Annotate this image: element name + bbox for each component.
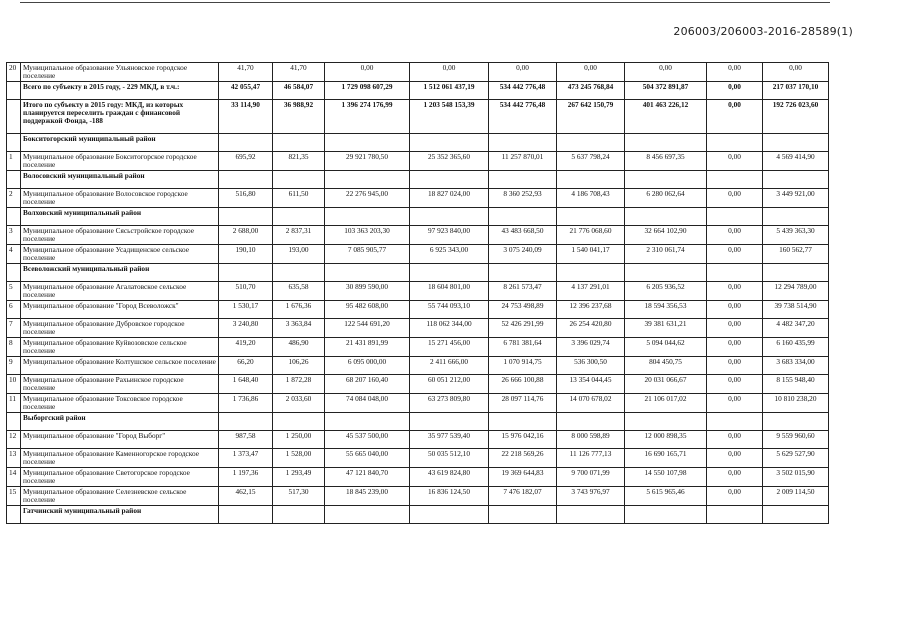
value-cell: 20 031 066,67 xyxy=(625,375,707,394)
value-cell: 4 137 291,01 xyxy=(557,282,625,301)
empty-cell xyxy=(325,506,410,524)
value-cell: 15 976 042,16 xyxy=(489,431,557,449)
empty-cell xyxy=(325,413,410,431)
value-cell: 0,00 xyxy=(325,63,410,82)
section-index-cell xyxy=(7,134,21,152)
empty-cell xyxy=(707,506,763,524)
value-cell: 21 776 068,60 xyxy=(557,226,625,245)
value-cell: 106,26 xyxy=(273,357,325,375)
value-cell: 3 743 976,97 xyxy=(557,487,625,506)
table-row xyxy=(7,301,829,319)
table-body xyxy=(7,63,829,524)
value-cell: 12 294 789,00 xyxy=(763,282,829,301)
empty-cell xyxy=(557,264,625,282)
value-cell: 821,35 xyxy=(273,152,325,171)
section-index-cell xyxy=(7,413,21,431)
row-number: 14 xyxy=(7,468,21,487)
value-cell: 1 528,00 xyxy=(273,449,325,468)
value-cell: 0,00 xyxy=(707,63,763,82)
value-cell: 987,58 xyxy=(219,431,273,449)
row-number: 20 xyxy=(7,63,21,82)
table-row xyxy=(7,319,829,338)
value-cell: 14 070 678,02 xyxy=(557,394,625,413)
empty-cell xyxy=(557,171,625,189)
value-cell: 6 781 381,64 xyxy=(489,338,557,357)
value-cell: 41,70 xyxy=(273,63,325,82)
value-cell: 18 604 801,00 xyxy=(410,282,489,301)
district-section-row xyxy=(7,413,829,431)
value-cell: 74 084 048,00 xyxy=(325,394,410,413)
empty-cell xyxy=(489,413,557,431)
value-cell: 534 442 776,48 xyxy=(489,100,557,134)
municipality-name: Муниципальное образование Агалатовское сельское поселение xyxy=(21,282,219,301)
value-cell: 6 160 435,99 xyxy=(763,338,829,357)
table-row xyxy=(7,357,829,375)
table-row xyxy=(7,431,829,449)
value-cell: 1 729 098 607,29 xyxy=(325,82,410,100)
value-cell: 15 271 456,00 xyxy=(410,338,489,357)
municipality-name: Всего по субъекту в 2015 году, - 229 МКД, в т.ч.: xyxy=(21,82,219,100)
value-cell: 473 245 768,84 xyxy=(557,82,625,100)
value-cell: 0,00 xyxy=(707,338,763,357)
row-number: 9 xyxy=(7,357,21,375)
section-index-cell xyxy=(7,208,21,226)
value-cell: 0,00 xyxy=(707,394,763,413)
municipality-name: Муниципальное образование Каменногорское городское поселение xyxy=(21,449,219,468)
total-row xyxy=(7,82,829,100)
table-row xyxy=(7,338,829,357)
value-cell: 635,58 xyxy=(273,282,325,301)
value-cell: 504 372 891,87 xyxy=(625,82,707,100)
empty-cell xyxy=(557,134,625,152)
top-border-line xyxy=(20,2,830,3)
value-cell: 193,00 xyxy=(273,245,325,264)
table-row xyxy=(7,63,829,82)
value-cell: 11 126 777,13 xyxy=(557,449,625,468)
empty-cell xyxy=(707,208,763,226)
value-cell: 21 106 017,02 xyxy=(625,394,707,413)
section-index-cell xyxy=(7,506,21,524)
value-cell: 1 203 548 153,39 xyxy=(410,100,489,134)
total-row xyxy=(7,100,829,134)
value-cell: 50 035 512,10 xyxy=(410,449,489,468)
value-cell: 2 411 666,00 xyxy=(410,357,489,375)
value-cell: 13 354 044,45 xyxy=(557,375,625,394)
empty-cell xyxy=(625,413,707,431)
empty-cell xyxy=(219,171,273,189)
municipality-name: Итого по субъекту в 2015 году: МКД, из которых планируется переселить граждан с финансовой поддержкой Фонда, -188 xyxy=(21,100,219,134)
value-cell: 3 363,84 xyxy=(273,319,325,338)
municipality-name: Муниципальное образование Бокситогорское городское поселение xyxy=(21,152,219,171)
empty-cell xyxy=(557,413,625,431)
empty-cell xyxy=(273,506,325,524)
value-cell: 36 988,92 xyxy=(273,100,325,134)
empty-cell xyxy=(557,208,625,226)
value-cell: 8 261 573,47 xyxy=(489,282,557,301)
row-number: 1 xyxy=(7,152,21,171)
value-cell: 103 363 203,30 xyxy=(325,226,410,245)
value-cell: 12 396 237,68 xyxy=(557,301,625,319)
empty-cell xyxy=(325,134,410,152)
value-cell: 68 207 160,40 xyxy=(325,375,410,394)
value-cell: 47 121 840,70 xyxy=(325,468,410,487)
value-cell: 60 051 212,00 xyxy=(410,375,489,394)
value-cell: 42 055,47 xyxy=(219,82,273,100)
empty-cell xyxy=(219,506,273,524)
value-cell: 1 373,47 xyxy=(219,449,273,468)
value-cell: 0,00 xyxy=(707,282,763,301)
value-cell: 4 569 414,90 xyxy=(763,152,829,171)
value-cell: 21 431 891,99 xyxy=(325,338,410,357)
value-cell: 0,00 xyxy=(707,319,763,338)
municipality-name: Муниципальное образование Селезневское сельское поселение xyxy=(21,487,219,506)
row-number: 2 xyxy=(7,189,21,208)
value-cell: 0,00 xyxy=(707,100,763,134)
empty-cell xyxy=(625,208,707,226)
value-cell: 25 352 365,60 xyxy=(410,152,489,171)
value-cell: 190,10 xyxy=(219,245,273,264)
value-cell: 8 155 948,40 xyxy=(763,375,829,394)
empty-cell xyxy=(219,208,273,226)
value-cell: 192 726 023,60 xyxy=(763,100,829,134)
empty-cell xyxy=(625,171,707,189)
value-cell: 3 396 029,74 xyxy=(557,338,625,357)
empty-cell xyxy=(707,264,763,282)
municipality-name: Муниципальное образование "Город Всеволожск" xyxy=(21,301,219,319)
empty-cell xyxy=(489,134,557,152)
value-cell: 18 845 239,00 xyxy=(325,487,410,506)
table-row xyxy=(7,282,829,301)
empty-cell xyxy=(325,208,410,226)
value-cell: 63 273 809,80 xyxy=(410,394,489,413)
section-index-cell xyxy=(7,264,21,282)
district-section-row xyxy=(7,506,829,524)
empty-cell xyxy=(557,506,625,524)
empty-cell xyxy=(410,171,489,189)
district-name: Волосовский муниципальный район xyxy=(21,171,219,189)
value-cell: 0,00 xyxy=(763,63,829,82)
value-cell: 32 664 102,90 xyxy=(625,226,707,245)
value-cell: 1 540 041,17 xyxy=(557,245,625,264)
value-cell: 516,80 xyxy=(219,189,273,208)
value-cell: 0,00 xyxy=(707,487,763,506)
value-cell: 122 544 691,20 xyxy=(325,319,410,338)
value-cell: 5 439 363,30 xyxy=(763,226,829,245)
value-cell: 24 753 498,89 xyxy=(489,301,557,319)
empty-cell xyxy=(707,171,763,189)
empty-cell xyxy=(325,264,410,282)
empty-cell xyxy=(410,208,489,226)
row-number xyxy=(7,100,21,134)
empty-cell xyxy=(489,264,557,282)
district-section-row xyxy=(7,171,829,189)
value-cell: 5 615 965,46 xyxy=(625,487,707,506)
value-cell: 12 000 898,35 xyxy=(625,431,707,449)
value-cell: 0,00 xyxy=(707,226,763,245)
municipality-name: Муниципальное образование Ульяновское городское поселение xyxy=(21,63,219,82)
municipality-name: Муниципальное образование Колтушское сельское поселение xyxy=(21,357,219,375)
district-section-row xyxy=(7,134,829,152)
value-cell: 0,00 xyxy=(707,357,763,375)
value-cell: 1 676,36 xyxy=(273,301,325,319)
empty-cell xyxy=(625,264,707,282)
value-cell: 3 240,80 xyxy=(219,319,273,338)
municipality-name: Муниципальное образование Рахьинское городское поселение xyxy=(21,375,219,394)
value-cell: 26 254 420,80 xyxy=(557,319,625,338)
value-cell: 39 738 514,90 xyxy=(763,301,829,319)
value-cell: 3 502 015,90 xyxy=(763,468,829,487)
row-number: 5 xyxy=(7,282,21,301)
value-cell: 462,15 xyxy=(219,487,273,506)
document-id: 206003/206003-2016-28589(1) xyxy=(673,25,853,38)
value-cell: 43 619 824,80 xyxy=(410,468,489,487)
empty-cell xyxy=(763,506,829,524)
empty-cell xyxy=(763,171,829,189)
row-number: 4 xyxy=(7,245,21,264)
empty-cell xyxy=(273,171,325,189)
empty-cell xyxy=(410,506,489,524)
district-name: Выборгский район xyxy=(21,413,219,431)
row-number: 13 xyxy=(7,449,21,468)
value-cell: 3 449 921,00 xyxy=(763,189,829,208)
value-cell: 611,50 xyxy=(273,189,325,208)
value-cell: 95 482 608,00 xyxy=(325,301,410,319)
value-cell: 18 827 024,00 xyxy=(410,189,489,208)
value-cell: 6 280 062,64 xyxy=(625,189,707,208)
value-cell: 39 381 631,21 xyxy=(625,319,707,338)
value-cell: 6 205 936,52 xyxy=(625,282,707,301)
value-cell: 695,92 xyxy=(219,152,273,171)
municipality-name: Муниципальное образование Сясьстройское городское поселение xyxy=(21,226,219,245)
district-name: Бокситогорский муниципальный район xyxy=(21,134,219,152)
row-number: 11 xyxy=(7,394,21,413)
value-cell: 4 482 347,20 xyxy=(763,319,829,338)
empty-cell xyxy=(219,134,273,152)
value-cell: 43 483 668,50 xyxy=(489,226,557,245)
value-cell: 46 584,07 xyxy=(273,82,325,100)
row-number: 3 xyxy=(7,226,21,245)
value-cell: 804 450,75 xyxy=(625,357,707,375)
value-cell: 8 456 697,35 xyxy=(625,152,707,171)
value-cell: 510,70 xyxy=(219,282,273,301)
value-cell: 0,00 xyxy=(489,63,557,82)
empty-cell xyxy=(325,171,410,189)
value-cell: 2 009 114,50 xyxy=(763,487,829,506)
value-cell: 1 070 914,75 xyxy=(489,357,557,375)
value-cell: 16 836 124,50 xyxy=(410,487,489,506)
municipality-name: Муниципальное образование Волосовское городское поселение xyxy=(21,189,219,208)
table-row xyxy=(7,245,829,264)
district-name: Гатчинский муниципальный район xyxy=(21,506,219,524)
value-cell: 217 037 170,10 xyxy=(763,82,829,100)
value-cell: 536 300,50 xyxy=(557,357,625,375)
value-cell: 2 310 061,74 xyxy=(625,245,707,264)
value-cell: 6 095 000,00 xyxy=(325,357,410,375)
value-cell: 29 921 780,50 xyxy=(325,152,410,171)
value-cell: 10 810 238,20 xyxy=(763,394,829,413)
value-cell: 9 700 071,99 xyxy=(557,468,625,487)
empty-cell xyxy=(625,134,707,152)
value-cell: 267 642 150,79 xyxy=(557,100,625,134)
municipality-name: Муниципальное образование Дубровское городское поселение xyxy=(21,319,219,338)
municipality-name: Муниципальное образование Токсовское городское поселение xyxy=(21,394,219,413)
value-cell: 8 000 598,89 xyxy=(557,431,625,449)
value-cell: 1 197,36 xyxy=(219,468,273,487)
district-section-row xyxy=(7,208,829,226)
municipality-name: Муниципальное образование Светогорское городское поселение xyxy=(21,468,219,487)
row-number: 12 xyxy=(7,431,21,449)
value-cell: 0,00 xyxy=(625,63,707,82)
empty-cell xyxy=(410,134,489,152)
value-cell: 26 666 100,88 xyxy=(489,375,557,394)
row-number: 6 xyxy=(7,301,21,319)
value-cell: 30 899 590,00 xyxy=(325,282,410,301)
empty-cell xyxy=(410,264,489,282)
value-cell: 0,00 xyxy=(707,152,763,171)
empty-cell xyxy=(763,134,829,152)
value-cell: 1 736,86 xyxy=(219,394,273,413)
empty-cell xyxy=(273,413,325,431)
empty-cell xyxy=(273,134,325,152)
table-row xyxy=(7,394,829,413)
empty-cell xyxy=(219,413,273,431)
value-cell: 11 257 870,01 xyxy=(489,152,557,171)
value-cell: 3 075 240,09 xyxy=(489,245,557,264)
municipality-name: Муниципальное образование Куйвозовское сельское поселение xyxy=(21,338,219,357)
value-cell: 534 442 776,48 xyxy=(489,82,557,100)
value-cell: 9 559 960,60 xyxy=(763,431,829,449)
value-cell: 1 250,00 xyxy=(273,431,325,449)
table-row xyxy=(7,487,829,506)
table-row xyxy=(7,375,829,394)
value-cell: 0,00 xyxy=(707,468,763,487)
municipality-name: Муниципальное образование Усадищенское сельское поселение xyxy=(21,245,219,264)
value-cell: 16 690 165,71 xyxy=(625,449,707,468)
value-cell: 0,00 xyxy=(707,82,763,100)
value-cell: 35 977 539,40 xyxy=(410,431,489,449)
empty-cell xyxy=(273,264,325,282)
value-cell: 55 665 040,00 xyxy=(325,449,410,468)
value-cell: 18 594 356,53 xyxy=(625,301,707,319)
row-number: 10 xyxy=(7,375,21,394)
district-section-row xyxy=(7,264,829,282)
value-cell: 7 476 182,07 xyxy=(489,487,557,506)
empty-cell xyxy=(489,506,557,524)
section-index-cell xyxy=(7,171,21,189)
empty-cell xyxy=(410,413,489,431)
value-cell: 0,00 xyxy=(410,63,489,82)
value-cell: 7 085 905,77 xyxy=(325,245,410,264)
empty-cell xyxy=(763,413,829,431)
value-cell: 41,70 xyxy=(219,63,273,82)
value-cell: 6 925 343,00 xyxy=(410,245,489,264)
row-number xyxy=(7,82,21,100)
value-cell: 160 562,77 xyxy=(763,245,829,264)
value-cell: 8 360 252,93 xyxy=(489,189,557,208)
row-number: 8 xyxy=(7,338,21,357)
value-cell: 5 637 798,24 xyxy=(557,152,625,171)
table-row xyxy=(7,226,829,245)
value-cell: 19 369 644,83 xyxy=(489,468,557,487)
value-cell: 14 550 107,98 xyxy=(625,468,707,487)
value-cell: 2 688,00 xyxy=(219,226,273,245)
empty-cell xyxy=(625,506,707,524)
value-cell: 4 186 708,43 xyxy=(557,189,625,208)
table-row xyxy=(7,152,829,171)
empty-cell xyxy=(489,171,557,189)
value-cell: 45 537 500,00 xyxy=(325,431,410,449)
empty-cell xyxy=(763,208,829,226)
value-cell: 1 293,49 xyxy=(273,468,325,487)
value-cell: 3 683 334,00 xyxy=(763,357,829,375)
value-cell: 55 744 093,10 xyxy=(410,301,489,319)
value-cell: 0,00 xyxy=(707,189,763,208)
value-cell: 2 837,31 xyxy=(273,226,325,245)
value-cell: 419,20 xyxy=(219,338,273,357)
table-row xyxy=(7,468,829,487)
value-cell: 486,90 xyxy=(273,338,325,357)
value-cell: 0,00 xyxy=(707,431,763,449)
district-name: Волховский муниципальный район xyxy=(21,208,219,226)
empty-cell xyxy=(707,413,763,431)
table-row xyxy=(7,449,829,468)
value-cell: 1 872,28 xyxy=(273,375,325,394)
value-cell: 0,00 xyxy=(707,245,763,264)
value-cell: 118 062 344,00 xyxy=(410,319,489,338)
value-cell: 5 094 044,62 xyxy=(625,338,707,357)
value-cell: 97 923 840,00 xyxy=(410,226,489,245)
value-cell: 0,00 xyxy=(707,449,763,468)
row-number: 15 xyxy=(7,487,21,506)
relocation-register-table xyxy=(6,62,829,524)
value-cell: 401 463 226,12 xyxy=(625,100,707,134)
value-cell: 0,00 xyxy=(707,301,763,319)
value-cell: 517,30 xyxy=(273,487,325,506)
value-cell: 0,00 xyxy=(557,63,625,82)
value-cell: 2 033,60 xyxy=(273,394,325,413)
value-cell: 33 114,90 xyxy=(219,100,273,134)
value-cell: 66,20 xyxy=(219,357,273,375)
empty-cell xyxy=(763,264,829,282)
row-number: 7 xyxy=(7,319,21,338)
empty-cell xyxy=(273,208,325,226)
value-cell: 22 276 945,00 xyxy=(325,189,410,208)
value-cell: 28 097 114,76 xyxy=(489,394,557,413)
empty-cell xyxy=(489,208,557,226)
district-name: Всеволожский муниципальный район xyxy=(21,264,219,282)
empty-cell xyxy=(219,264,273,282)
value-cell: 1 648,40 xyxy=(219,375,273,394)
value-cell: 22 218 569,26 xyxy=(489,449,557,468)
empty-cell xyxy=(707,134,763,152)
table-row xyxy=(7,189,829,208)
value-cell: 0,00 xyxy=(707,375,763,394)
value-cell: 1 396 274 176,99 xyxy=(325,100,410,134)
municipality-name: Муниципальное образование "Город Выборг" xyxy=(21,431,219,449)
value-cell: 52 426 291,99 xyxy=(489,319,557,338)
value-cell: 1 530,17 xyxy=(219,301,273,319)
value-cell: 1 512 061 437,19 xyxy=(410,82,489,100)
value-cell: 5 629 527,90 xyxy=(763,449,829,468)
